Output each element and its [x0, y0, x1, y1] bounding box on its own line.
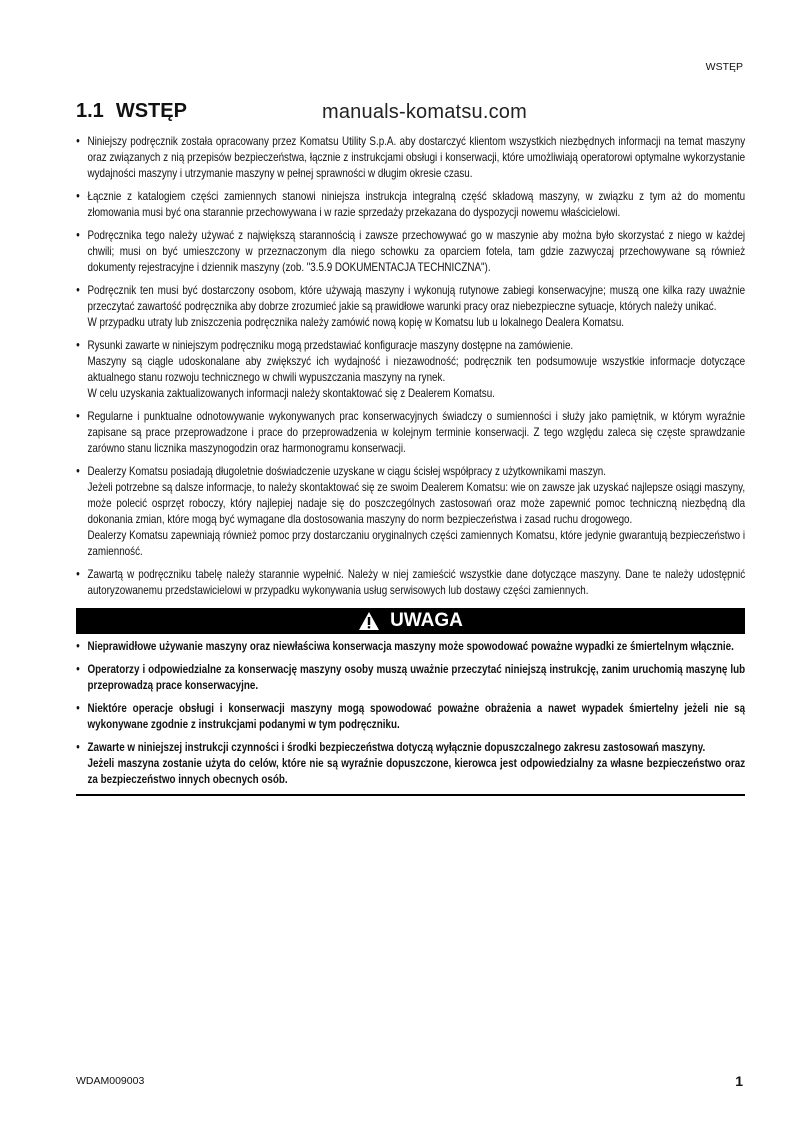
paragraph: Podręcznik ten musi być dostarczony osobom, które używają maszyny i wykonują rutynowe zabiegi konserwacyjne; muszą one kilka razy uważnie przeczytać zawartość podręcznika aby dobrze zrozumieć jakie są prawidłowe warunki pracy oraz niebezpieczne sytuacje, których należy unikać. — [87, 283, 746, 313]
section-number: 1.1 — [76, 100, 104, 122]
bullet-icon: ● — [76, 285, 80, 294]
running-header: WSTĘP — [705, 61, 743, 73]
warning-banner — [76, 608, 745, 634]
page-title — [76, 100, 199, 123]
list-item — [76, 700, 745, 732]
bullet-icon: ● — [76, 466, 80, 475]
watermark: manuals-komatsu.com — [322, 101, 527, 123]
bullet-icon: ● — [76, 703, 80, 712]
warning-list — [76, 638, 745, 787]
bullet-icon: ● — [76, 136, 80, 145]
paragraph: Łącznie z katalogiem części zamiennych stanowi niniejsza instrukcja integralną część składową maszyny, w związku z tym aż do momentu złomowania musi być ona starannie przechowywana i w razie sprzedaży przekazana do dyspozycji nowemu właścicielowi. — [87, 189, 746, 219]
paragraph: Nieprawidłowe używanie maszyny oraz niewłaściwa konserwacja maszyny może spowodować poważne wypadki ze śmiertelnym włącznie. — [87, 639, 734, 653]
bullet-icon: ● — [76, 742, 80, 751]
paragraph: Zawarte w niniejszej instrukcji czynności i środki bezpieczeństwa dotyczą wyłącznie dopuszczalnego zakresu zastosowań maszyny. — [87, 740, 706, 754]
bullet-icon: ● — [76, 340, 80, 349]
warning-label: UWAGA — [390, 610, 463, 631]
page-body — [76, 133, 745, 796]
bullet-icon: ● — [76, 569, 80, 578]
paragraph: Rysunki zawarte w niniejszym podręczniku mogą przedstawiać konfiguracje maszyny dostępne na zamówienie. — [87, 338, 574, 352]
list-item — [76, 566, 745, 598]
list-item — [76, 133, 745, 181]
section-title: WSTĘP — [115, 100, 187, 122]
paragraph: Operatorzy i odpowiedzialne za konserwację maszyny osoby muszą uważnie przeczytać niniejszą instrukcję, zanim uruchomią maszynę lub przeprowadzą prace konserwacyjne. — [87, 662, 746, 692]
list-item — [76, 463, 745, 559]
bullet-icon: ● — [76, 230, 80, 239]
document-code: WDAM009003 — [76, 1075, 145, 1087]
paragraph: Dealerzy Komatsu zapewniają również pomoc przy dostarczaniu oryginalnych części zamiennych Komatsu, które jedynie gwarantują bezpieczeństwo i zamienność. — [87, 528, 746, 558]
paragraph: Jeżeli potrzebne są dalsze informacje, to należy skontaktować się ze swoim Dealerem Komatsu: wie on zawsze jak uzyskać najlepsze osiągi maszyny, może polecić osprzęt roboczy, który najlepiej nadaje się do poszczególnych zastosowań oraz może zapewnić pomoc techniczną niezbędną dla dokonania zmian, które mogą być wymagane dla dostosowania maszyny do norm bezpieczeństwa i zasad ruchu drogowego. — [87, 480, 746, 526]
paragraph: Jeżeli maszyna zostanie użyta do celów, które nie są wyraźnie dopuszczone, kierowca jest odpowiedzialny za własne bezpieczeństwo oraz za bezpieczeństwo innych obecnych osób. — [87, 756, 746, 786]
paragraph: Niniejszy podręcznik została opracowany przez Komatsu Utility S.p.A. aby dostarczyć klientom wszystkich niezbędnych informacji na temat maszyny oraz związanych z nią przepisów bezpieczeństwa, łącznie z instrukcjami obsługi i konserwacji, które umożliwiają operatorowi optymalne wykorzystanie wydajności maszyny i utrzymanie maszyny w pełnej sprawności w długim okresie czasu. — [87, 134, 746, 180]
list-item — [76, 188, 745, 220]
paragraph: Dealerzy Komatsu posiadają długoletnie doświadczenie uzyskane w ciągu ścisłej współpracy z użytkownikami maszyn. — [87, 464, 606, 478]
paragraph: Regularne i punktualne odnotowywanie wykonywanych prac konserwacyjnych świadczy o sumienności i służy jako pamiętnik, w którym wyraźnie zapisane są prace przeprowadzone i prace do przeprowadzenia w kolejnym terminie konserwacji. Z tego względu zaleca się częste sprawdzanie zarówno stanu licznika maszynogodzin oraz harmonogramu konserwacji. — [87, 409, 746, 455]
paragraph: Podręcznika tego należy używać z największą starannością i zawsze przechowywać go w maszynie aby można było skorzystać z niego w każdej chwili; musi on być umieszczony w przeznaczonym dla niego schowku za oparciem fotela, tam gdzie zazwyczaj przechowywane są również dokumenty rejestracyjne i dziennik maszyny (zob. "3.5.9 DOKUMENTACJA TECHNICZNA"). — [87, 228, 746, 274]
list-item — [76, 739, 745, 787]
divider — [76, 794, 745, 796]
bullet-icon: ● — [76, 411, 80, 420]
paragraph: W celu uzyskania zaktualizowanych informacji należy skontaktować się z Dealerem Komatsu. — [87, 386, 495, 400]
paragraph: Zawartą w podręczniku tabelę należy starannie wypełnić. Należy w niej zamieścić wszystkie dane dotyczące maszyny. Dane te należy udostępnić autoryzowanemu przedstawicielowi w przypadku wykonywania usług serwisowych lub dostawy części zamiennych. — [87, 567, 746, 597]
list-item — [76, 227, 745, 275]
bullet-icon: ● — [76, 641, 80, 650]
bullet-icon: ● — [76, 191, 80, 200]
paragraph: W przypadku utraty lub zniszczenia podręcznika należy zamówić nową kopię w Komatsu lub u lokalnego Dealera Komatsu. — [87, 315, 625, 329]
paragraph: Niektóre operacje obsługi i konserwacji maszyny mogą spowodować poważne obrażenia a nawet wypadek śmiertelny jeżeli nie są wykonywane zgodnie z instrukcjami podanymi w tym podręczniku. — [87, 701, 746, 731]
list-item — [76, 337, 745, 401]
list-item — [76, 408, 745, 456]
paragraph: Maszyny są ciągle udoskonalane aby zwiększyć ich wydajność i niezawodność; podręcznik ten podsumowuje wszystkie informacje dotyczące aktualnego stanu rozwoju technicznego w chwili wypuszczania maszyny na rynek. — [87, 354, 746, 384]
list-item — [76, 661, 745, 693]
list-item — [76, 282, 745, 330]
bullet-icon: ● — [76, 664, 80, 673]
intro-list — [76, 133, 745, 598]
warning-triangle-icon — [358, 611, 380, 631]
list-item — [76, 638, 745, 654]
page-number: 1 — [735, 1073, 743, 1089]
